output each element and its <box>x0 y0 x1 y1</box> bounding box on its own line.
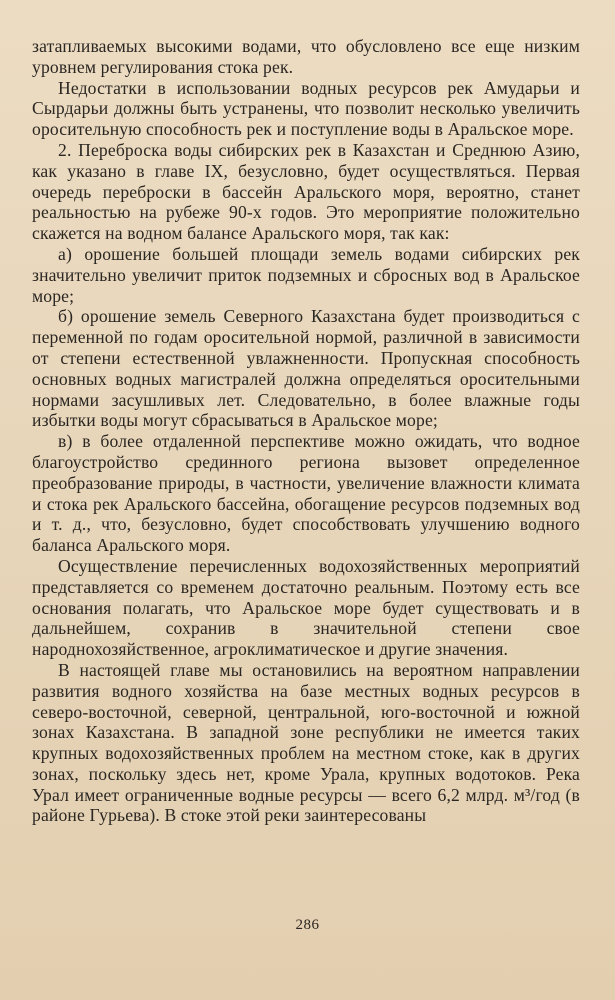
body-text <box>32 36 580 826</box>
list-item-b: б) орошение земель Северного Казахстана будет производиться с переменной по годам оросительной нормой, различной в зависимости от степени естественной увлажненности. Пропускная способность основных водных магистралей должна определяться оросительными нормами засушливых лет. Следовательно, в более влажные годы избытки воды могут сбрасываться в Аральское море; <box>32 306 580 431</box>
paragraph: Осуществление перечисленных водохозяйственных мероприятий представляется со временем достаточно реальным. Поэтому есть все основания полагать, что Аральское море будет существовать и в дальнейшем, сохранив в значительной степени свое народнохозяйственное, агроклиматическое и другие значения. <box>32 555 580 660</box>
list-item-a: а) орошение большей площади земель водами сибирских рек значительно увеличит приток подземных и сбросных вод в Аральское море; <box>32 243 580 306</box>
paragraph-section-2: 2. Переброска воды сибирских рек в Казахстан и Среднюю Азию, как указано в главе IX, безусловно, будет осуществляться. Первая очередь переброски в бассейн Аральского моря, вероятно, станет реальностью на рубеже 90-х годов. Это мероприятие положительно скажется на водном балансе Аральского моря, так как: <box>32 139 580 244</box>
paragraph: Недостатки в использовании водных ресурсов рек Амударьи и Сырдарьи должны быть устранены, что позволит несколько увеличить оросительную способность рек и поступление воды в Аральское море. <box>32 77 580 140</box>
paragraph-continuation: затапливаемых высокими водами, что обусловлено все еще низким уровнем регулирования стока рек. <box>32 36 580 77</box>
page-number: 286 <box>295 917 320 933</box>
paragraph: В настоящей главе мы остановились на вероятном направлении развития водного хозяйства на базе местных водных ресурсов в северо-восточной, северной, центральной, юго-восточной и южной зонах Казахстана. В западной зоне республики не имеется таких крупных водохозяйственных проблем на местном стоке, как в других зонах, поскольку здесь нет, кроме Урала, крупных водотоков. Река Урал имеет ограниченные водные ресурсы — всего 6,2 млрд. м³/год (в районе Гурьева). В стоке этой реки заинтересованы <box>32 659 580 826</box>
list-item-c: в) в более отдаленной перспективе можно ожидать, что водное благоустройство срединного региона вызовет определенное преобразование природы, в частности, увеличение влажности климата и стока рек Аральского бассейна, обогащение ресурсов подземных вод и т. д., что, безусловно, будет способствовать улучшению водного баланса Аральского моря. <box>32 431 580 556</box>
